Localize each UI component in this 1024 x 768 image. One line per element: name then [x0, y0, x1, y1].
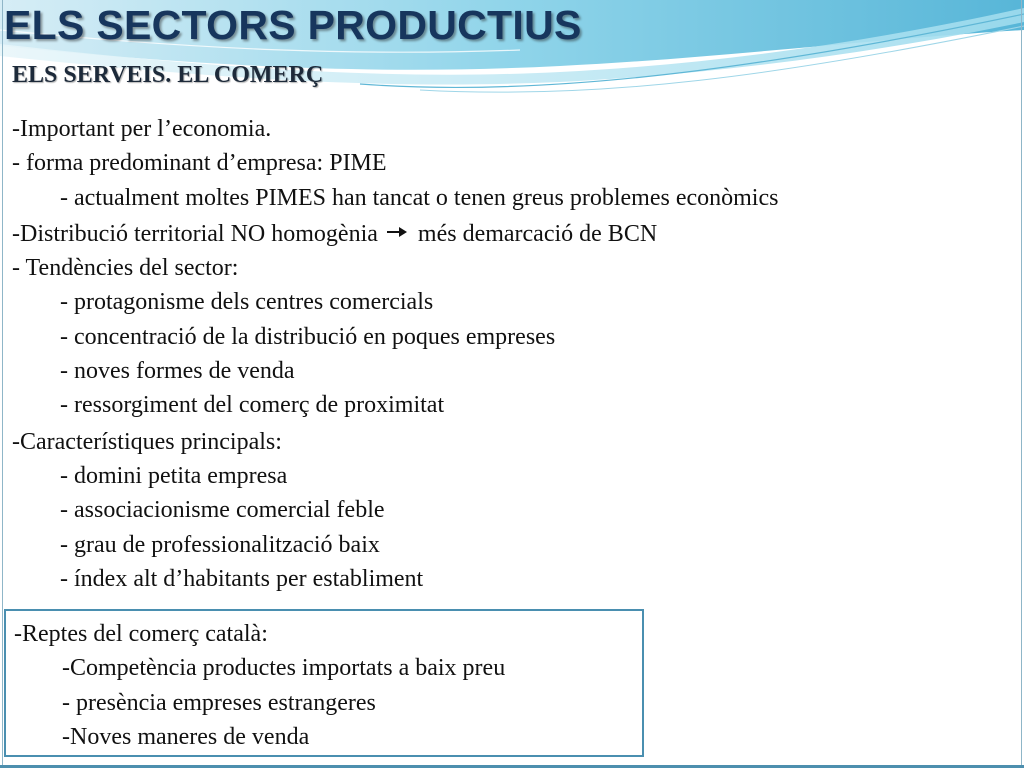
frame-left-border	[2, 0, 3, 768]
territorial-text-end: més demarcació de BCN	[417, 220, 658, 247]
bullet-business-form: - forma predominant d’empresa: PIME	[12, 150, 387, 177]
challenge-imports: -Competència productes importats a baix preu	[62, 655, 506, 682]
bullet-features-heading: -Característiques principals:	[12, 428, 282, 455]
sub-bullet-local-commerce: - ressorgiment del comerç de proximitat	[60, 392, 445, 419]
sub-bullet-small-business: - domini petita empresa	[60, 462, 288, 489]
sub-bullet-associations: - associacionisme comercial feble	[60, 497, 385, 524]
sub-bullet-malls: - protagonisme dels centres comercials	[60, 289, 434, 316]
bullet-territorial-distribution	[12, 217, 1012, 251]
slide-subtitle: ELS SERVEIS. EL COMERÇ	[12, 62, 324, 88]
sub-bullet-professionalization: - grau de professionalització baix	[60, 531, 380, 558]
slide-title: ELS SECTORS PRODUCTIUS	[4, 2, 582, 48]
frame-right-border	[1021, 0, 1022, 768]
sub-bullet-concentration: - concentració de la distribució en poques empreses	[60, 323, 556, 350]
challenge-foreign-companies: - presència empreses estrangeres	[62, 689, 376, 716]
bullet-importance: -Important per l’economia.	[12, 116, 272, 142]
bullet-trends-heading: - Tendències del sector:	[12, 255, 239, 282]
bullet-list	[12, 112, 1012, 596]
challenges-box	[4, 609, 644, 757]
right-arrow-icon	[386, 225, 408, 239]
territorial-text-start: -Distribució territorial NO homogènia	[12, 220, 378, 247]
sub-bullet-pimes-closed: - actualment moltes PIMES han tancat o tenen greus problemes econòmics	[60, 184, 779, 211]
challenge-new-sales: -Noves maneres de venda	[62, 723, 310, 750]
sub-bullet-new-sales: - noves formes de venda	[60, 358, 295, 385]
challenges-heading: -Reptes del comerç català:	[14, 621, 268, 647]
sub-bullet-inhabitants: - índex alt d’habitants per establiment	[60, 565, 424, 592]
